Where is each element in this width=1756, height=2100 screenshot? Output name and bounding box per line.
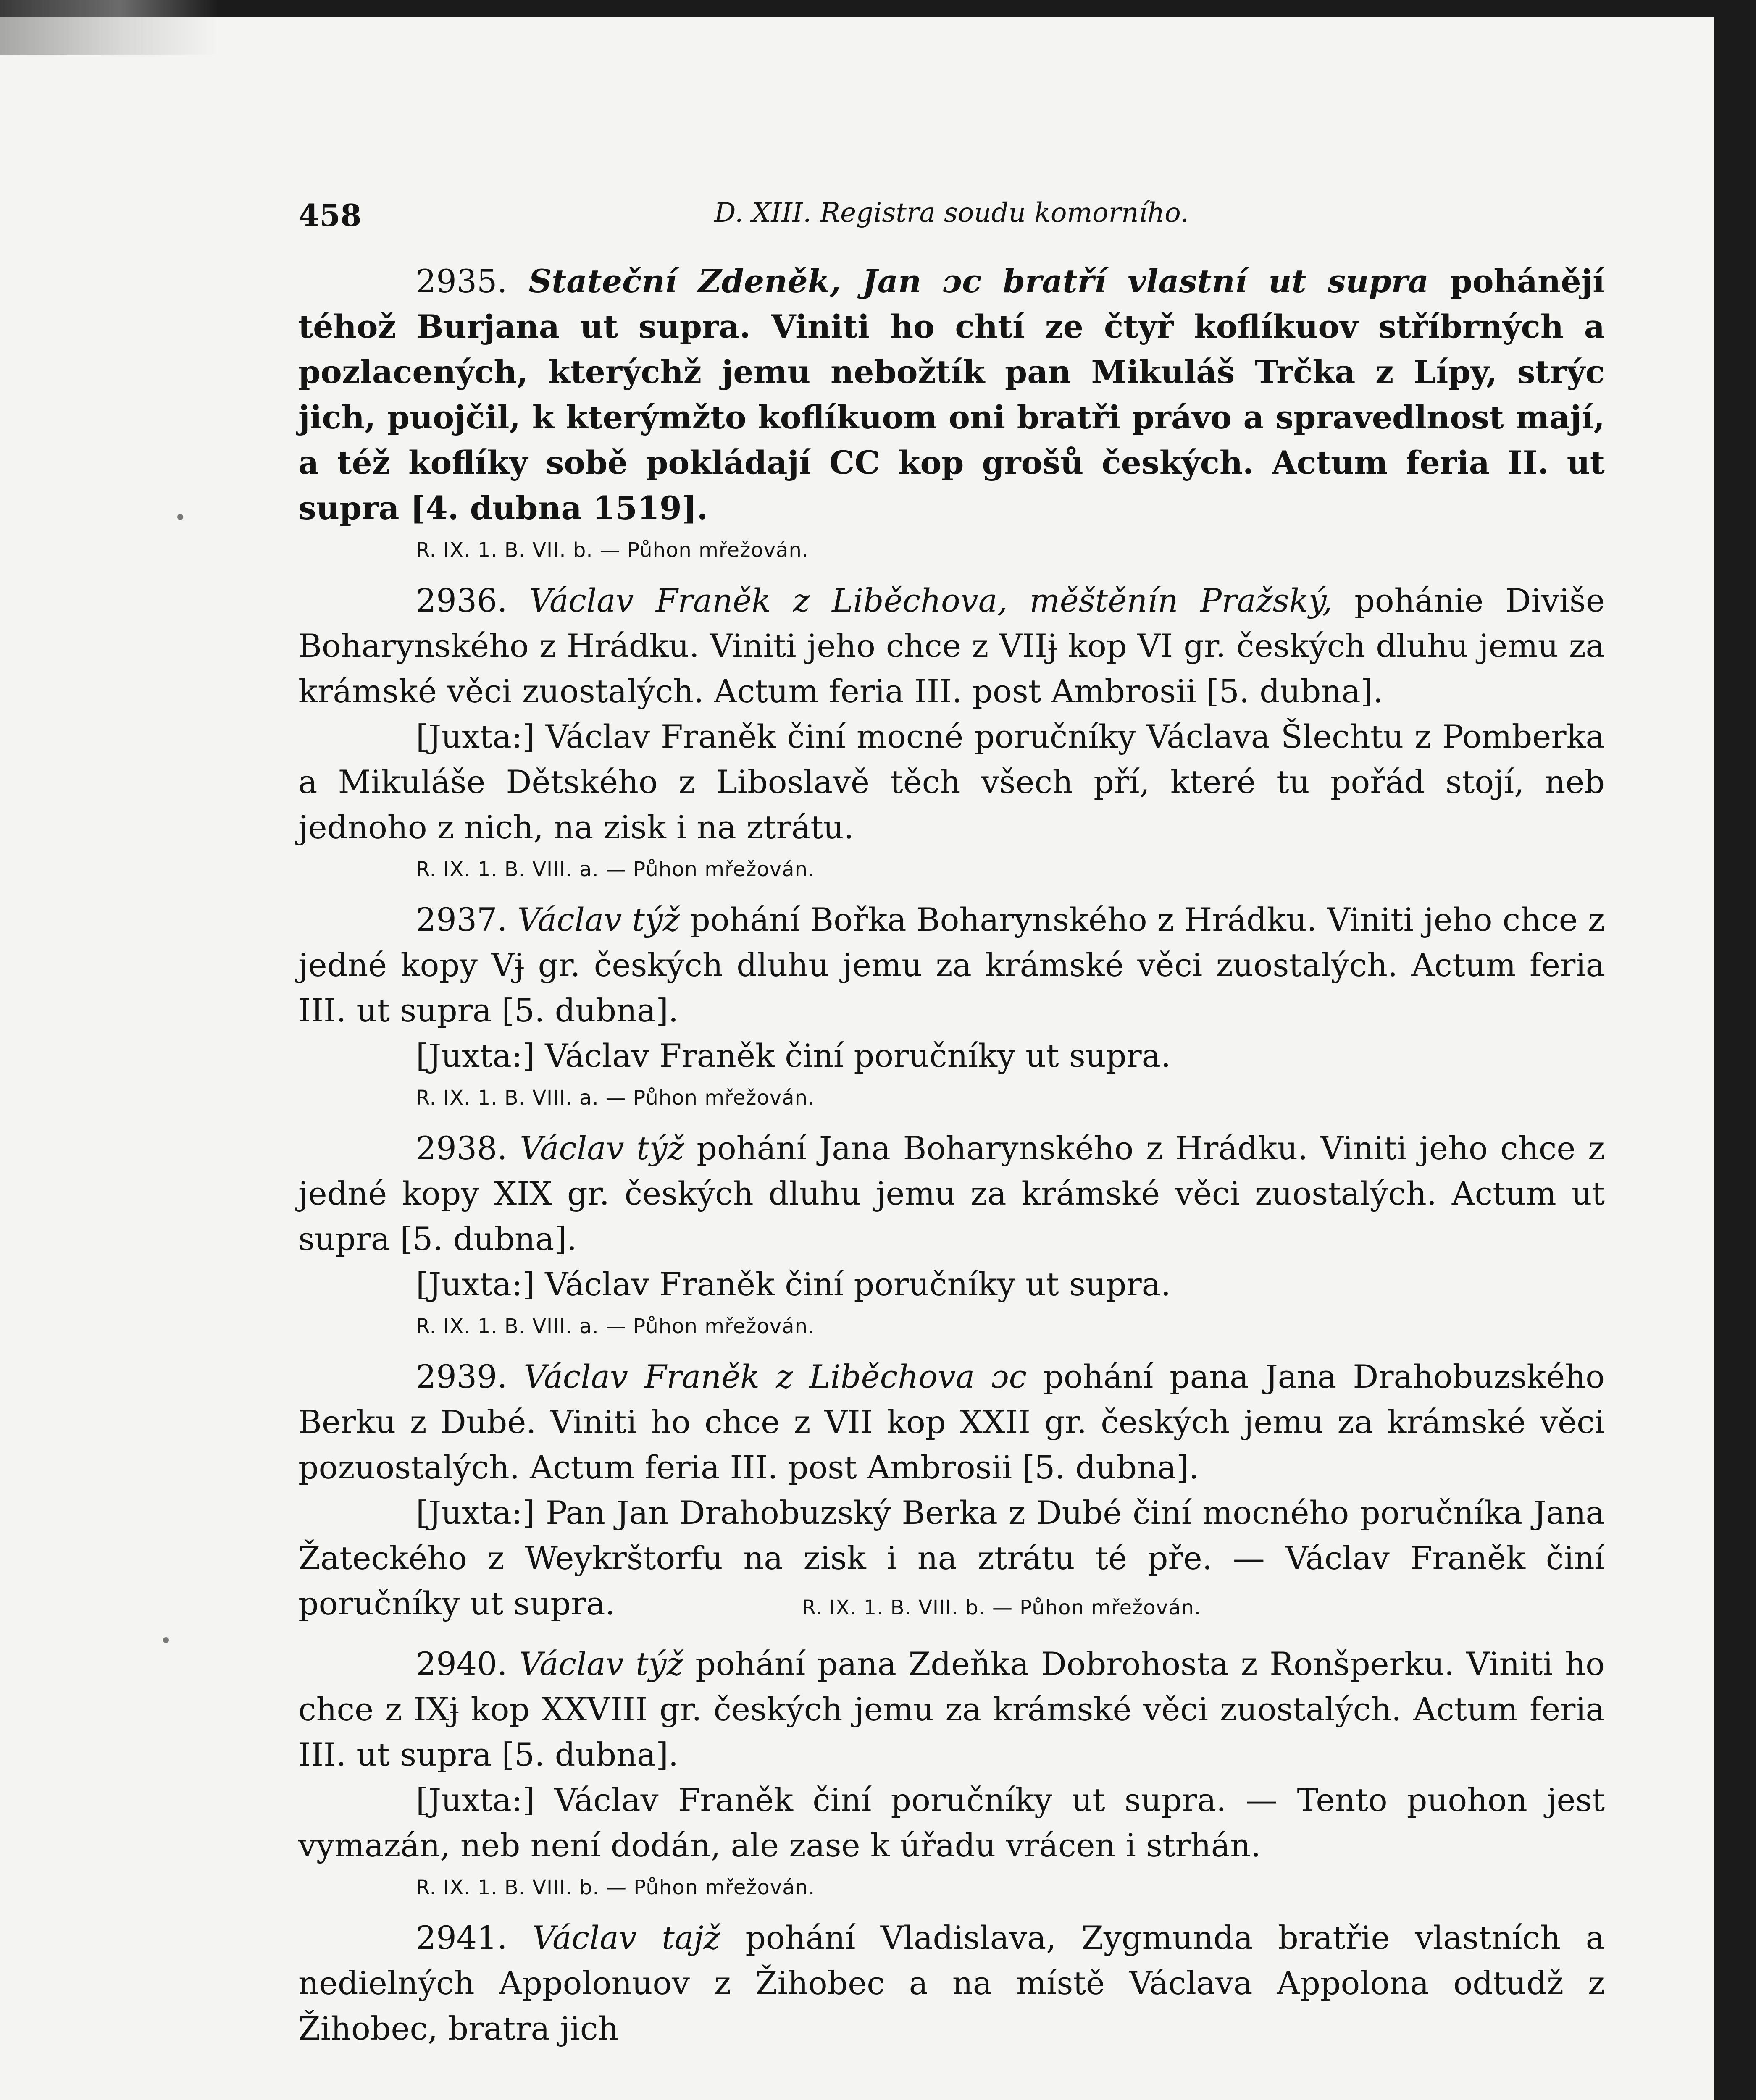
entry-source: R. IX. 1. B. VIII. a. — Půhon mřežován. xyxy=(416,1315,815,1338)
scan-corner-mark xyxy=(0,0,218,55)
entry-text xyxy=(298,1354,1605,1490)
entry-body: pohánějí téhož Burjana ut supra. Viniti ho chtí ze čtyř koflíkuov stříbrných a pozlacených, kterýchž jemu nebožtík pan Mikuláš Trčka z Lípy, strýc jich, puojčil, k kterýmžto koflíkuom oni bratři právo a spravedlnost mají, a též koflíky sobě pokládají CC kop grošů českých. Actum feria II. ut supra [4. dubna 1519]. xyxy=(298,262,1605,527)
entry-number: 2937. xyxy=(416,901,507,938)
entry-name: Václav týž xyxy=(520,1129,684,1167)
entry-text xyxy=(298,1915,1605,2051)
entry-name: Stateční Zdeněk, Jan ɔc bratří vlastní ut supra xyxy=(528,262,1429,300)
entry-body: pohání Jana Boharynského z Hrádku. Viniti jeho chce z jedné kopy XIX gr. českých dluhu jemu za krámské věci zuostalých. Actum ut supra [5. dubna]. xyxy=(298,1129,1605,1257)
scan-speck xyxy=(163,1637,169,1643)
entry-text xyxy=(298,1641,1605,1777)
entry-2937 xyxy=(298,897,1605,1115)
entry-body: pohání Bořka Boharynského z Hrádku. Viniti jeho chce z jedné kopy Vɉ gr. českých dluhu jemu za krámské věci zuostalých. Actum feria III. ut supra [5. dubna]. xyxy=(298,901,1605,1029)
entry-text xyxy=(298,897,1605,1033)
entry-name: Václav Franěk z Liběchova, měštěnín Pražský, xyxy=(529,582,1333,619)
entry-source: R. IX. 1. B. VIII. b. — Půhon mřežován. xyxy=(416,1876,815,1899)
entry-number: 2938. xyxy=(416,1129,507,1167)
entry-2936 xyxy=(298,578,1605,886)
entry-body: pohánie Diviše Boharynského z Hrádku. Viniti jeho chce z VIIɉ kop VI gr. českých dluhu jemu za krámské věci zuostalých. Actum feria III. post Ambrosii [5. dubna]. xyxy=(298,582,1605,710)
entry-2935 xyxy=(298,259,1605,567)
entry-number: 2941. xyxy=(416,1919,507,1956)
scan-speck xyxy=(177,514,183,520)
entry-body: pohání pana Jana Drahobuzského Berku z Dubé. Viniti ho chce z VII kop XXII gr. českých jemu za krámské věci pozuostalých. Actum feria III. post Ambrosii [5. dubna]. xyxy=(298,1358,1605,1486)
entry-source: R. IX. 1. B. VII. b. — Půhon mřežován. xyxy=(416,538,809,562)
entry-2938 xyxy=(298,1126,1605,1343)
scan-border-right xyxy=(1714,0,1756,2100)
entry-juxta: [Juxta:] Václav Franěk činí mocné poručníky Václava Šlechtu z Pomberka a Mikuláše Dětského z Liboslavě těch všech pří, které tu pořád stojí, neb jednoho z nich, na zisk i na ztrátu. xyxy=(298,718,1605,846)
page-number: 458 xyxy=(298,197,362,233)
entry-number: 2936. xyxy=(416,582,507,619)
entry-2939 xyxy=(298,1354,1605,1630)
entry-source: R. IX. 1. B. VIII. b. — Půhon mřežován. xyxy=(802,1596,1201,1620)
entry-text xyxy=(298,578,1605,714)
entry-2940 xyxy=(298,1641,1605,1904)
entry-source: R. IX. 1. B. VIII. a. — Půhon mřežován. xyxy=(416,858,815,881)
entry-juxta-text: [Juxta:] Pan Jan Drahobuzský Berka z Dubé činí mocného poručníka Jana Žateckého z Weykrštorfu na zisk i na ztrátu té pře. — Václav Franěk činí poručníky ut supra. xyxy=(298,1494,1605,1622)
entry-source: R. IX. 1. B. VIII. a. — Půhon mřežován. xyxy=(416,1086,815,1110)
document-page xyxy=(298,197,1605,2051)
entry-juxta xyxy=(298,1490,1605,1630)
entry-2941 xyxy=(298,1915,1605,2051)
running-head: D. XIII. Registra soudu komorního. xyxy=(714,197,1189,228)
entry-juxta: [Juxta:] Václav Franěk činí poručníky ut supra. xyxy=(416,1037,1171,1074)
entry-name: Václav Franěk z Liběchova ɔc xyxy=(523,1358,1027,1395)
entry-juxta: [Juxta:] Václav Franěk činí poručníky ut supra. xyxy=(416,1265,1171,1303)
entry-body: pohání pana Zdeňka Dobrohosta z Ronšperku. Viniti ho chce z IXɉ kop XXVIII gr. českých jemu za krámské věci zuostalých. Actum feria III. ut supra [5. dubna]. xyxy=(298,1645,1605,1773)
entry-name: Václav týž xyxy=(519,1645,683,1683)
scan-border-top xyxy=(0,0,1756,17)
page-header xyxy=(298,197,1605,248)
entry-juxta: [Juxta:] Václav Franěk činí poručníky ut supra. — Tento puohon jest vymazán, neb není dodán, ale zase k úřadu vrácen i strhán. xyxy=(298,1781,1605,1864)
entry-number: 2939. xyxy=(416,1358,507,1395)
entry-number: 2935. xyxy=(416,262,507,300)
entry-body: pohání Vladislava, Zygmunda bratřie vlastních a nedielných Appolonuov z Žihobec a na místě Václava Appolona odtudž z Žihobec, bratra jich xyxy=(298,1919,1605,2047)
entry-number: 2940. xyxy=(416,1645,507,1683)
entry-text xyxy=(298,1126,1605,1262)
entry-name: Václav tajž xyxy=(532,1919,720,1956)
entry-text xyxy=(298,259,1605,531)
entry-name: Václav týž xyxy=(517,901,680,938)
